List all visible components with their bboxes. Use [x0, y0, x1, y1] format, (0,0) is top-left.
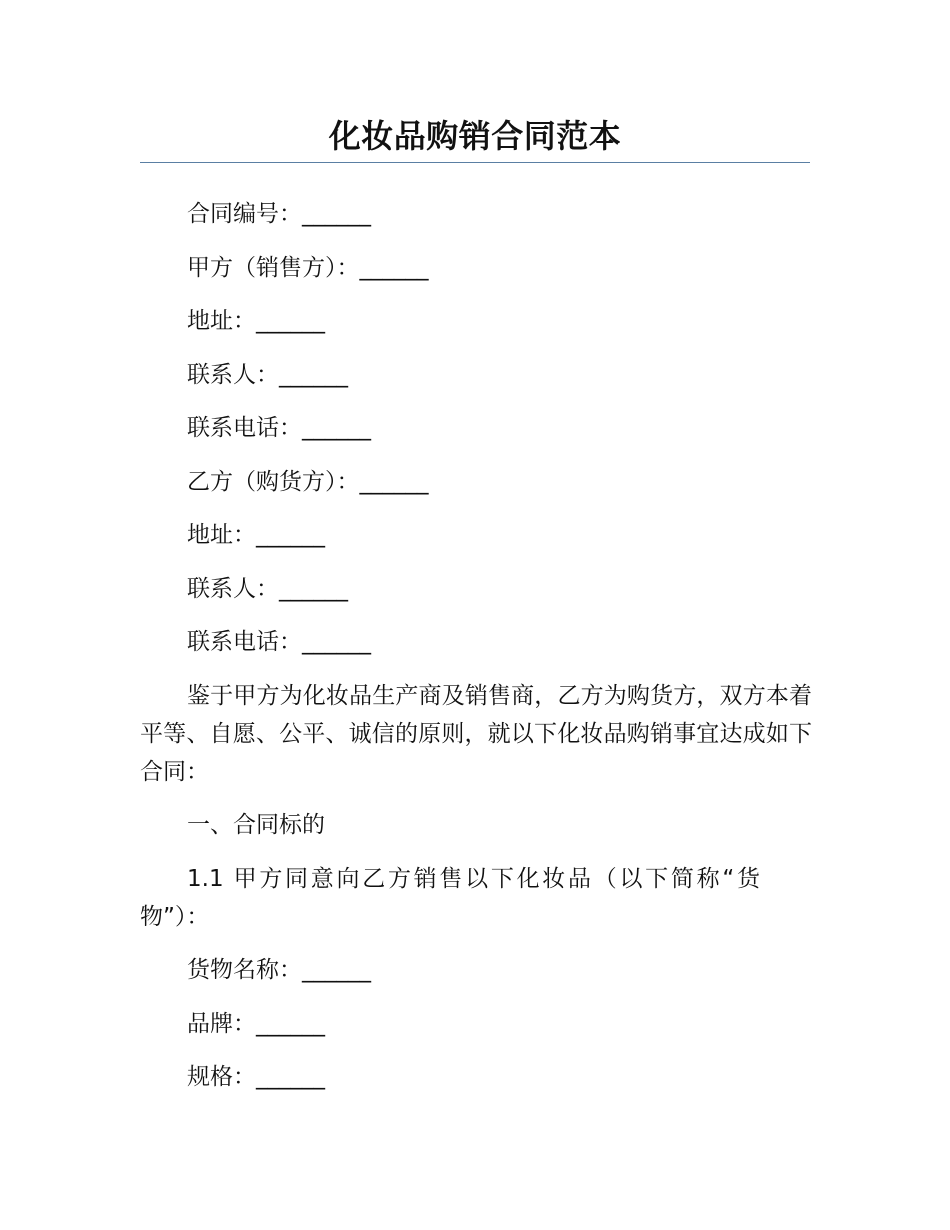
field-goods-name: 货物名称：______ — [187, 957, 371, 983]
preamble-paragraph: 鉴于甲方为化妆品生产商及销售商，乙方为购货方，双方本着平等、自愿、公平、诚信的原则，就以下化妆品购销事宜达成如下合同： — [140, 683, 812, 785]
field-party-b: 乙方（购货方）：______ — [187, 469, 429, 495]
field-party-b-phone: 联系电话：______ — [187, 629, 371, 655]
title-underline — [140, 162, 810, 163]
field-party-a-contact: 联系人：______ — [187, 362, 348, 388]
field-party-a-phone: 联系电话：______ — [187, 415, 371, 441]
field-party-a: 甲方（销售方）：______ — [187, 255, 429, 281]
field-contract-number: 合同编号：______ — [187, 201, 371, 227]
field-party-b-contact: 联系人：______ — [187, 576, 348, 602]
field-specification: 规格：______ — [187, 1064, 325, 1090]
clause-1-1: 1.1 甲方同意向乙方销售以下化妆品（以下简称“货物”）： — [140, 866, 760, 930]
field-brand: 品牌：______ — [187, 1011, 325, 1037]
document-title: 化妆品购销合同范本 — [328, 117, 622, 155]
section-heading-1: 一、合同标的 — [187, 812, 325, 838]
field-party-b-address: 地址：______ — [187, 522, 325, 548]
field-party-a-address: 地址：______ — [187, 308, 325, 334]
